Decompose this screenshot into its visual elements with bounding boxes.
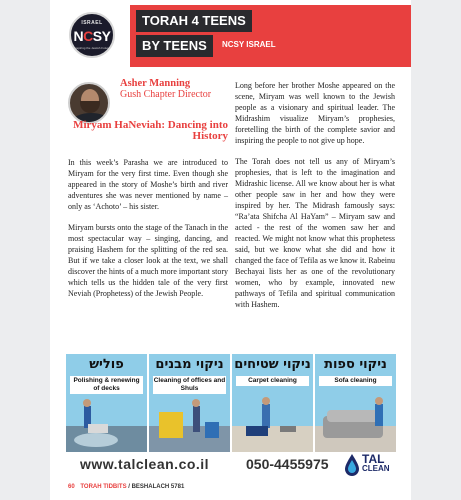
page-number: 60 [68,484,75,490]
issue-name: / BESHALACH 5781 [128,484,185,490]
ad-panel-carpet [232,354,313,452]
sofa-cleaning-illustration [315,396,396,452]
author-avatar [68,82,110,124]
logo-tal: TAL [362,452,385,466]
ad-panel-offices [149,354,230,452]
logo-israel-text: ISRAEL [81,20,103,26]
author-role: Gush Chapter Director [120,89,212,100]
column-subtitle: BY TEENS [136,35,213,57]
ad-panel-label: Carpet cleaning [236,376,309,386]
carpet-cleaning-illustration [232,396,313,452]
ad-panel-label: Sofa cleaning [319,376,392,386]
ad-panel-sofa [315,354,396,452]
logo-tagline: Inspiring the Jewish Future [74,46,110,50]
ad-panel-polishing [66,354,147,452]
talclean-advertisement[interactable] [66,354,397,480]
logo-clean: CLEAN [362,464,390,473]
ad-website-link[interactable]: www.talclean.co.il [80,456,210,472]
ncsy-logo [69,12,115,58]
ad-panel-label: Polishing & renewing of decks [70,376,143,394]
ad-panel-hebrew: ניקוי שטיחים [234,357,311,372]
page-footer [68,484,184,490]
paragraph: The Torah does not tell us any of Miryam’s prophesies, that is left to the imagination and Midrashic license. All we know about her is what other people saw in her and how they were inspired by her. The Midrash famously says: “Ra’ata Shifcha Al HaYam” – Miryam saw and acted - the rest of the women saw her and reacted. We might not know what this prophetess said, but we know what she did and how it changed the face of Tefila as we know it. Rabeinu Bechayai lists her as one of the revolutionary women, who by example, innovated new pathways of Tefila and spiritual communication with Hashem. [235,157,395,309]
column-org: NCSY ISRAEL [222,40,276,49]
header-logo-area [50,0,130,58]
article-column-right [235,80,395,320]
ad-panel-hebrew: ניקוי מבנים [155,357,224,372]
tal-clean-drop-icon [344,453,360,477]
ad-panel-hebrew: פוליש [89,357,124,372]
office-cleaning-illustration [149,396,230,452]
paragraph: Miryam bursts onto the stage of the Tanach in the most spectacular way – singing, dancing, and praising Hashem for the splitting of the red sea. But if we take a closer look at the text, we shall discover the hints of a much more important story which tells us the hidden tale of the very first Neviah (Prophetess) of the Jewish People. [68,223,228,298]
column-title: TORAH 4 TEENS [136,10,252,32]
publication-name: TORAH TIDBITS [80,484,127,490]
ad-phone-number[interactable]: 050-4455975 [246,456,329,472]
article-title: Miryam HaNeviah: Dancing into History [73,119,228,142]
ad-panel-hebrew: ניקוי ספות [324,357,387,372]
logo-mark: NCSY [73,28,111,44]
author-name: Asher Manning [120,78,191,89]
paragraph: Long before her brother Moshe appeared on the scene, Miryam was well known to the Jewish people as a visionary and spiritual leader. The Midrashim visualize Miryam’s prophesies, foretelling the birth of the complete savior and inspiring the people to not give up hope. [235,81,395,145]
magazine-page [50,0,411,500]
article-column-left [68,157,228,309]
paragraph: In this week’s Parasha we are introduced to Miryam for the very first time. Even though she appeared in the story of Moshe’s birth and river adventures she was never mentioned by name – only as ‘Achoto’ – his sister. [68,158,228,211]
ad-panel-label: Cleaning of offices and Shuls [153,377,226,392]
talclean-logo [344,452,394,478]
floor-polisher-illustration [66,396,147,452]
